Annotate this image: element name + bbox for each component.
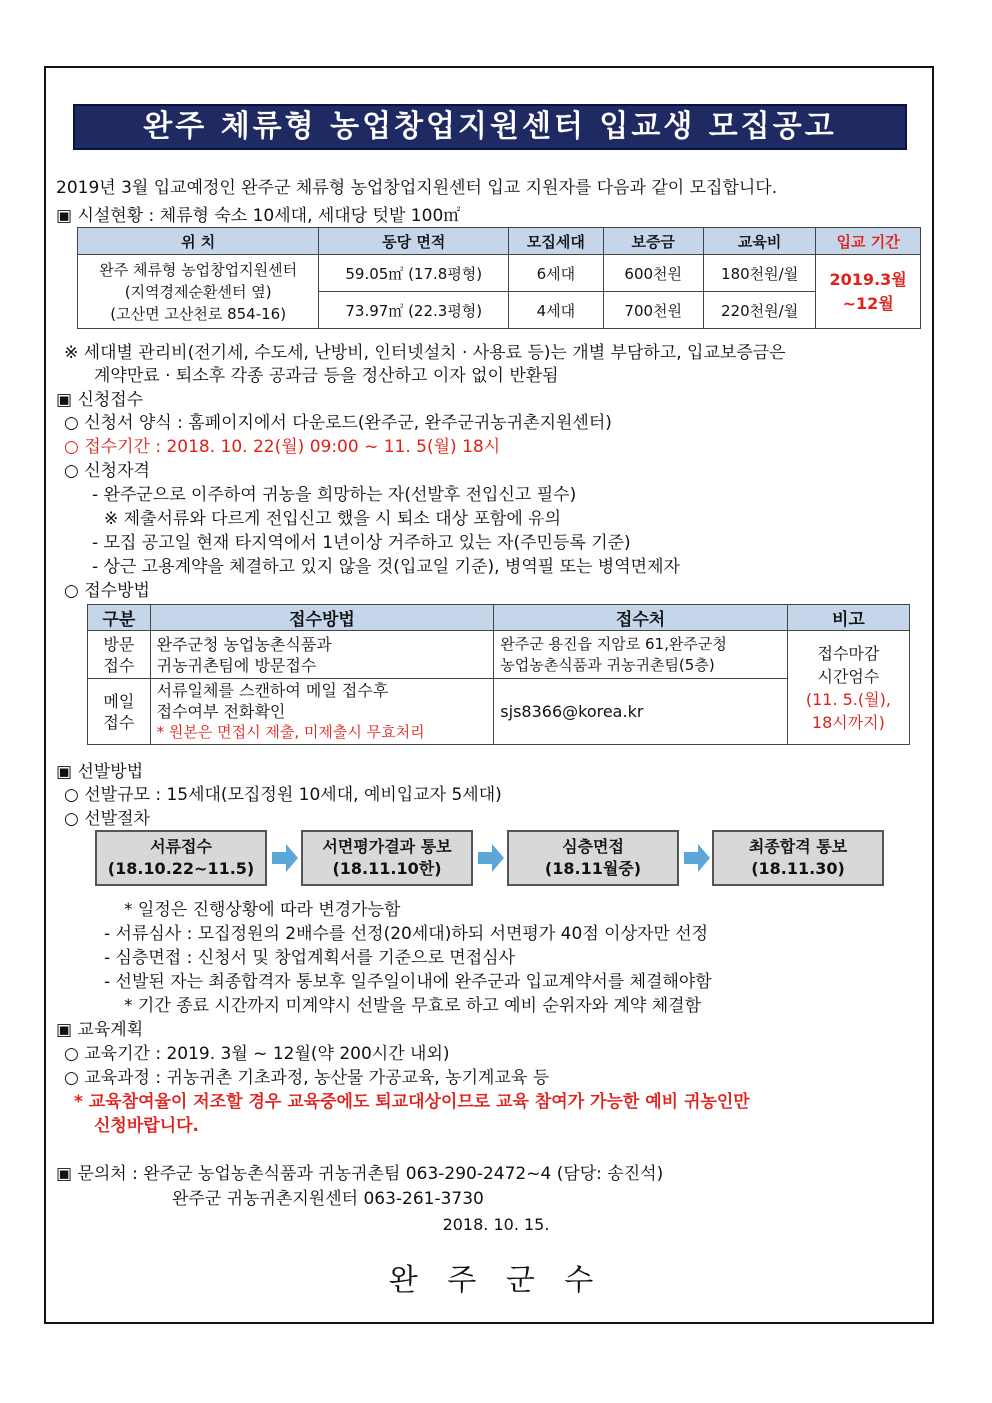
type-line: 접수 <box>103 655 135 675</box>
facility-heading: ▣ 시설현황 : 체류형 숙소 10세대, 세대당 텃밭 100㎡ <box>56 206 461 226</box>
signature: 완 주 군 수 <box>388 1263 604 1298</box>
education-warning: 신청바랍니다. <box>94 1116 199 1136</box>
step-label: 심층면접 <box>562 837 624 856</box>
remark-line: 시간엄수 <box>817 666 880 686</box>
selection-note: - 선발된 자는 최종합격자 통보후 일주일이내에 완주군과 입교계약서를 체결해야함 <box>104 972 712 992</box>
period-line: ~12월 <box>842 293 894 313</box>
qualification-item: ※ 제출서류와 다르게 전입신고 했을 시 퇴소 대상 포함에 유의 <box>104 509 562 529</box>
method-cell <box>150 631 494 679</box>
location-line: (지역경제순환센터 옆) <box>124 282 272 301</box>
header-deposit: 보증금 <box>603 228 703 255</box>
arrow-right-icon <box>476 842 506 874</box>
method-line: 완주군청 농업농촌식품과 <box>156 634 332 654</box>
method-line: 귀농귀촌팀에 방문접수 <box>156 655 317 675</box>
facility-note: ※ 세대별 관리비(전기세, 수도세, 난방비, 인터넷설치 · 사용료 등)는 개별 부담하고, 입교보증금은 <box>64 343 786 363</box>
header-fee: 교육비 <box>703 228 815 255</box>
document-date: 2018. 10. 15. <box>442 1215 550 1234</box>
type-cell <box>88 631 151 679</box>
remark-deadline: 18시까지) <box>811 712 885 732</box>
step-date: (18.11월중) <box>544 859 642 878</box>
step-date: (18.10.22~11.5) <box>107 859 255 878</box>
header-households: 모집세대 <box>509 228 603 255</box>
arrow-right-icon <box>270 842 300 874</box>
header-area: 동당 면적 <box>319 228 509 255</box>
step-box <box>507 830 679 886</box>
type-cell <box>88 679 151 745</box>
step-label: 서면평가결과 통보 <box>322 837 452 856</box>
education-period: ○ 교육기간 : 2019. 3월 ~ 12월(약 200시간 내외) <box>64 1044 450 1064</box>
fee-cell: 220천원/월 <box>703 292 815 329</box>
selection-note: - 심층면접 : 신청서 및 창업계획서를 기준으로 면접심사 <box>104 948 515 968</box>
facility-table <box>77 227 921 329</box>
header-type: 구분 <box>88 605 151 631</box>
step-date: (18.11.30) <box>751 859 845 878</box>
remark-deadline: (11. 5.(월), <box>805 689 891 709</box>
education-warning: * 교육참여율이 저조할 경우 교육중에도 퇴교대상이므로 교육 참여가 가능한 예비 귀농인만 <box>74 1092 750 1112</box>
place-line: 완주군 용진읍 지암로 61,완주군청 <box>500 634 727 653</box>
header-remark: 비고 <box>787 605 909 631</box>
qualification-item: - 상근 고용계약을 체결하고 있지 않을 것(입교일 기준), 병역필 또는 병역면제자 <box>92 557 680 577</box>
selection-heading: ▣ 선발방법 <box>56 762 144 782</box>
contact-line: ▣ 문의처 : 완주군 농업농촌식품과 귀농귀촌팀 063-290-2472~4 (담당: 송진석) <box>56 1164 664 1184</box>
qualification-heading: ○ 신청자격 <box>64 461 150 481</box>
location-line: 완주 체류형 농업창업지원센터 <box>99 260 298 279</box>
method-note: * 원본은 면접시 제출, 미제출시 무효처리 <box>156 723 425 741</box>
application-heading: ▣ 신청접수 <box>56 390 144 410</box>
type-line: 접수 <box>103 712 135 732</box>
education-heading: ▣ 교육계획 <box>56 1020 144 1040</box>
selection-scale: ○ 선발규모 : 15세대(모집정원 10세대, 예비입교자 5세대) <box>64 785 502 805</box>
step-box <box>301 830 473 886</box>
step-date: (18.11.10한) <box>332 859 442 878</box>
households-cell: 6세대 <box>509 255 603 292</box>
header-place: 접수처 <box>494 605 788 631</box>
period-line: 2019.3월 <box>829 269 907 289</box>
method-line: 서류일체를 스캔하여 메일 접수후 <box>156 681 389 700</box>
place-line: 농업농촌식품과 귀농귀촌팀(5층) <box>500 655 715 674</box>
step-label: 서류접수 <box>150 837 212 856</box>
email-address: sjs8366@korea.kr <box>494 679 788 745</box>
location-cell <box>78 255 319 329</box>
intro-text: 2019년 3월 입교예정인 완주군 체류형 농업창업지원센터 입교 지원자를 다음과 같이 모집합니다. <box>56 178 778 198</box>
contact-line: 완주군 귀농귀촌지원센터 063-261-3730 <box>172 1189 484 1209</box>
application-form: ○ 신청서 양식 : 홈페이지에서 다운로드(완주군, 완주군귀농귀촌지원센터) <box>64 413 612 433</box>
step-box <box>95 830 267 886</box>
deposit-cell: 700천원 <box>603 292 703 329</box>
type-line: 메일 <box>103 691 135 711</box>
education-course: ○ 교육과정 : 귀농귀촌 기초과정, 농산물 가공교육, 농기계교육 등 <box>64 1068 550 1088</box>
method-heading: ○ 접수방법 <box>64 581 150 601</box>
type-line: 방문 <box>103 634 135 654</box>
method-table <box>87 604 910 745</box>
application-period: ○ 접수기간 : 2018. 10. 22(월) 09:00 ~ 11. 5(월) 18시 <box>64 437 501 457</box>
selection-note: * 기간 종료 시간까지 미계약시 선발을 무효로 하고 예비 순위자와 계약 체결함 <box>124 996 702 1016</box>
qualification-item: - 완주군으로 이주하여 귀농을 희망하는 자(선발후 전입신고 필수) <box>92 485 577 505</box>
area-cell: 73.97㎡ (22.3평형) <box>319 292 509 329</box>
arrow-right-icon <box>682 842 712 874</box>
selection-note: - 서류심사 : 모집정원의 2배수를 선정(20세대)하되 서면평가 40점 이상자만 선정 <box>104 924 709 944</box>
remark-cell <box>787 631 909 745</box>
header-period: 입교 기간 <box>816 228 921 255</box>
page-title: 완주 체류형 농업창업지원센터 입교생 모집공고 <box>73 104 907 150</box>
place-cell <box>494 631 788 679</box>
header-method: 접수방법 <box>150 605 494 631</box>
step-box <box>712 830 884 886</box>
households-cell: 4세대 <box>509 292 603 329</box>
method-cell <box>150 679 494 745</box>
selection-note: * 일정은 진행상황에 따라 변경가능함 <box>124 900 401 920</box>
header-location: 위 치 <box>78 228 319 255</box>
procedure-heading: ○ 선발절차 <box>64 809 150 829</box>
facility-note: 계약만료 · 퇴소후 각종 공과금 등을 정산하고 이자 없이 반환됨 <box>94 366 559 386</box>
fee-cell: 180천원/월 <box>703 255 815 292</box>
area-cell: 59.05㎡ (17.8평형) <box>319 255 509 292</box>
method-line: 접수여부 전화확인 <box>156 702 286 721</box>
location-line: (고산면 고산천로 854-16) <box>110 304 287 323</box>
period-cell <box>816 255 921 329</box>
remark-line: 접수마감 <box>817 643 880 663</box>
step-label: 최종합격 통보 <box>748 837 848 856</box>
qualification-item: - 모집 공고일 현재 타지역에서 1년이상 거주하고 있는 자(주민등록 기준) <box>92 533 631 553</box>
deposit-cell: 600천원 <box>603 255 703 292</box>
